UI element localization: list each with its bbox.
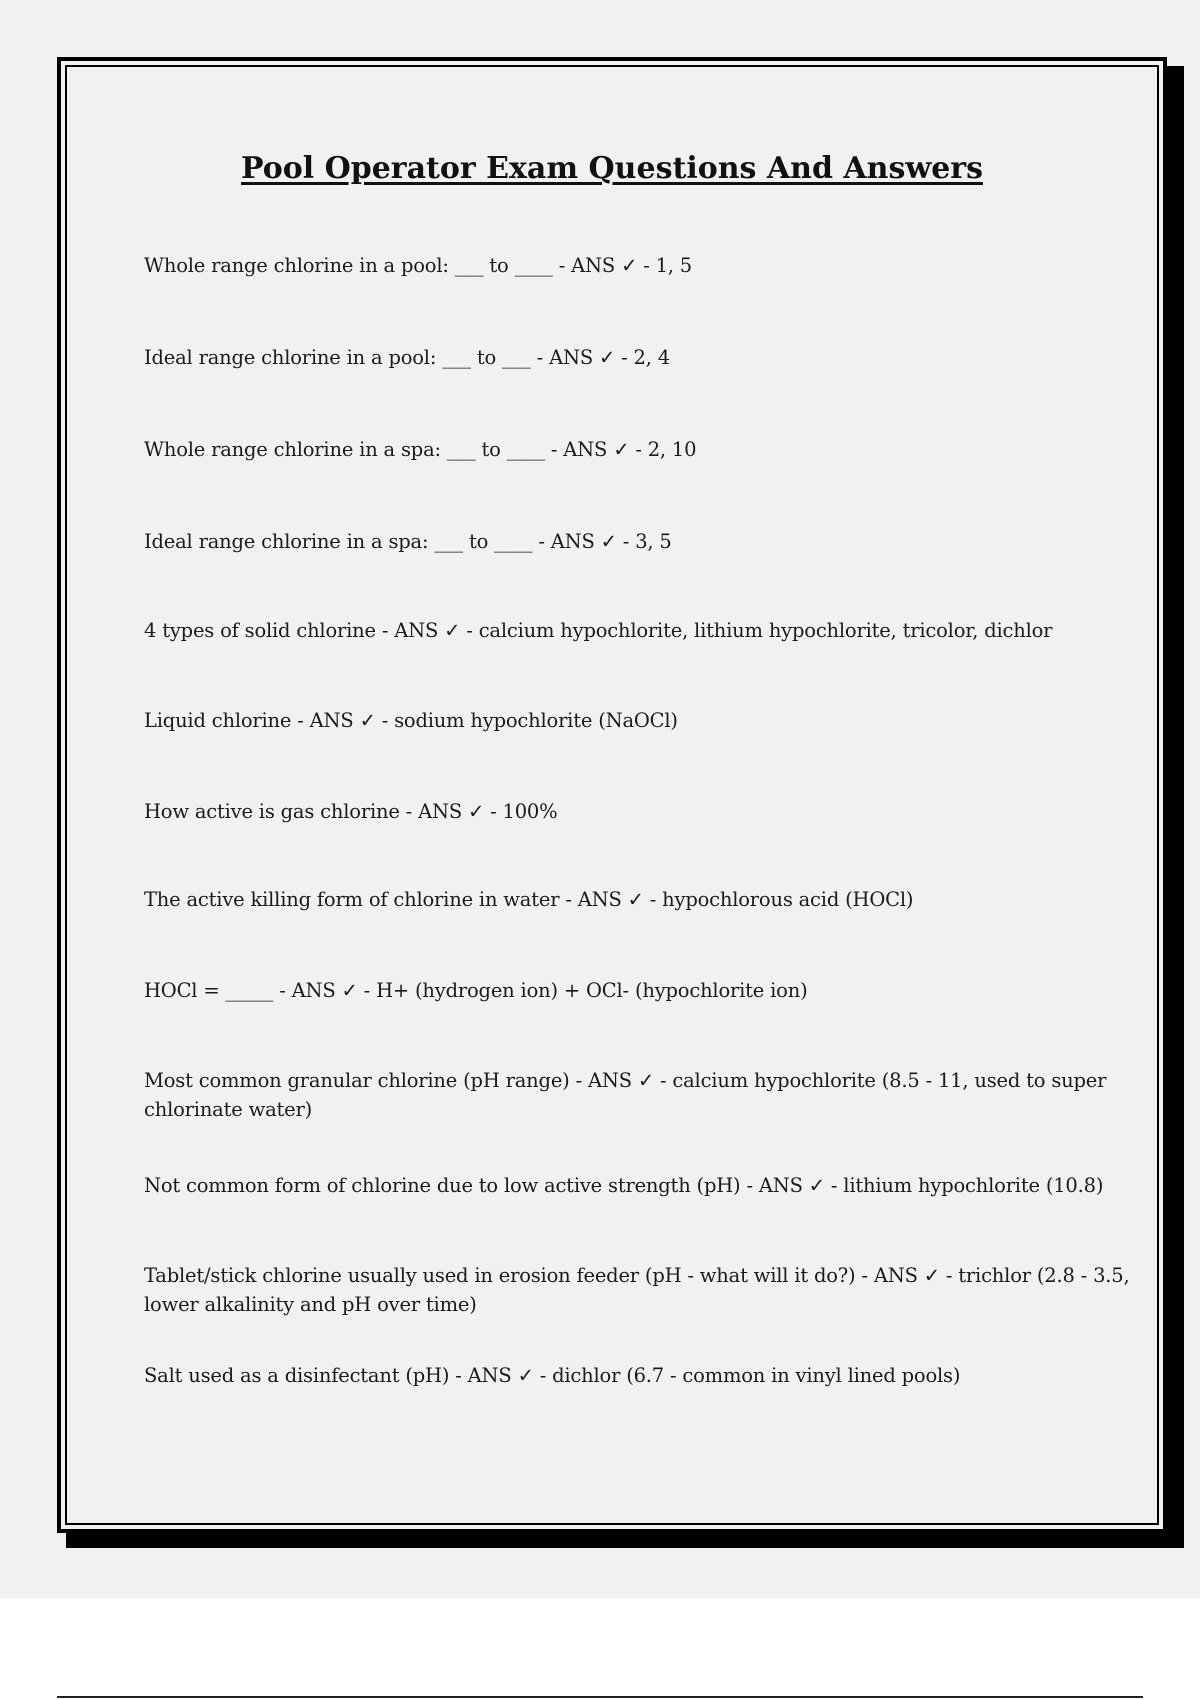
separator: -	[532, 530, 551, 553]
separator: -	[552, 254, 572, 277]
answer-label: ANS	[758, 1174, 803, 1197]
checkmark-icon: ✓	[600, 530, 617, 553]
answer-label: ANS	[563, 438, 608, 461]
answer-text: 1, 5	[655, 254, 693, 277]
separator: -	[530, 346, 550, 369]
separator: -	[399, 800, 419, 823]
qa-item	[144, 616, 1134, 645]
separator: -	[544, 438, 564, 461]
separator: -	[291, 709, 310, 732]
question-text: Ideal range chlorine in a spa: ___ to ____	[144, 530, 533, 553]
checkmark-icon: ✓	[517, 1364, 534, 1387]
checkmark-icon: ✓	[598, 346, 616, 369]
qa-item	[144, 797, 1134, 826]
separator: -	[533, 1364, 553, 1387]
question-text: 4 types of solid chlorine	[144, 619, 376, 642]
answer-text: hypochlorous acid (HOCl)	[662, 888, 914, 911]
answer-label: ANS	[549, 346, 593, 369]
qa-item	[144, 1361, 1134, 1390]
answer-text: lithium hypochlorite (10.8)	[843, 1174, 1104, 1197]
checkmark-icon: ✓	[613, 438, 630, 461]
separator: -	[569, 1069, 588, 1092]
answer-text: calcium hypochlorite (8.5 - 11, used to super chlorinate water)	[144, 1069, 1107, 1121]
qa-item	[144, 706, 1134, 735]
page-title: Pool Operator Exam Questions And Answers	[241, 151, 983, 186]
checkmark-icon: ✓	[467, 800, 485, 823]
separator: -	[939, 1264, 959, 1287]
question-text: Whole range chlorine in a spa: ___ to ____	[144, 438, 545, 461]
checkmark-icon: ✓	[923, 1264, 940, 1287]
question-text: Whole range chlorine in a pool: ___ to ____	[144, 254, 553, 277]
qa-item	[144, 885, 1134, 914]
checkmark-icon: ✓	[621, 254, 638, 277]
question-text: Most common granular chlorine (pH range)	[144, 1069, 570, 1092]
answer-text: 3, 5	[635, 530, 672, 553]
answer-label: ANS	[873, 1264, 918, 1287]
question-text: The active killing form of chlorine in water	[144, 888, 560, 911]
qa-item	[144, 1261, 1134, 1319]
answer-text: 2, 4	[633, 346, 670, 369]
answer-label: ANS	[577, 888, 622, 911]
answer-text: sodium hypochlorite (NaOCl)	[394, 709, 678, 732]
question-text: Salt used as a disinfectant (pH)	[144, 1364, 450, 1387]
separator: -	[616, 530, 636, 553]
qa-item	[144, 343, 1134, 372]
separator: -	[615, 346, 634, 369]
separator: -	[637, 254, 656, 277]
answer-text: H+ (hydrogen ion) + OCl- (hypochlorite ion)	[376, 979, 808, 1002]
answer-label: ANS	[291, 979, 336, 1002]
separator: -	[449, 1364, 468, 1387]
answer-text: 100%	[502, 800, 558, 823]
answer-label: ANS	[571, 254, 616, 277]
footer-divider	[57, 1696, 1143, 1698]
separator: -	[855, 1264, 874, 1287]
question-text: How active is gas chlorine	[144, 800, 400, 823]
document-frame	[57, 57, 1167, 1533]
checkmark-icon: ✓	[637, 1069, 654, 1092]
separator: -	[484, 800, 503, 823]
separator: -	[824, 1174, 844, 1197]
answer-label: ANS	[550, 530, 595, 553]
question-text: Liquid chlorine	[144, 709, 292, 732]
question-text: HOCl = _____	[144, 979, 274, 1002]
checkmark-icon: ✓	[444, 619, 461, 642]
qa-item	[144, 1171, 1134, 1200]
qa-item	[144, 251, 1134, 280]
answer-label: ANS	[587, 1069, 632, 1092]
question-text: Tablet/stick chlorine usually used in erosion feeder (pH - what will it do?)	[144, 1264, 856, 1287]
separator: -	[740, 1174, 759, 1197]
separator: -	[643, 888, 663, 911]
qa-item	[144, 976, 1134, 1005]
answer-label: ANS	[467, 1364, 512, 1387]
answer-text: dichlor (6.7 - common in vinyl lined pools)	[552, 1364, 961, 1387]
qa-item	[144, 527, 1134, 556]
separator: -	[375, 619, 395, 642]
separator: -	[273, 979, 292, 1002]
checkmark-icon: ✓	[808, 1174, 825, 1197]
checkmark-icon: ✓	[341, 979, 358, 1002]
answer-text: trichlor (2.8 - 3.5, lower alkalinity and pH over time)	[144, 1264, 1130, 1316]
answer-label: ANS	[394, 619, 439, 642]
qa-item	[144, 435, 1134, 464]
answer-text: calcium hypochlorite, lithium hypochlorite, tricolor, dichlor	[478, 619, 1053, 642]
checkmark-icon: ✓	[627, 888, 644, 911]
qa-item	[144, 1066, 1134, 1124]
separator: -	[654, 1069, 673, 1092]
question-text: Ideal range chlorine in a pool: ___ to ___	[144, 346, 531, 369]
answer-label: ANS	[309, 709, 354, 732]
separator: -	[460, 619, 479, 642]
separator: -	[629, 438, 648, 461]
separator: -	[357, 979, 377, 1002]
question-text: Not common form of chlorine due to low active strength (pH)	[144, 1174, 741, 1197]
separator: -	[559, 888, 578, 911]
answer-text: 2, 10	[647, 438, 697, 461]
separator: -	[375, 709, 395, 732]
qa-list	[144, 251, 1134, 1390]
checkmark-icon: ✓	[359, 709, 376, 732]
answer-label: ANS	[418, 800, 462, 823]
